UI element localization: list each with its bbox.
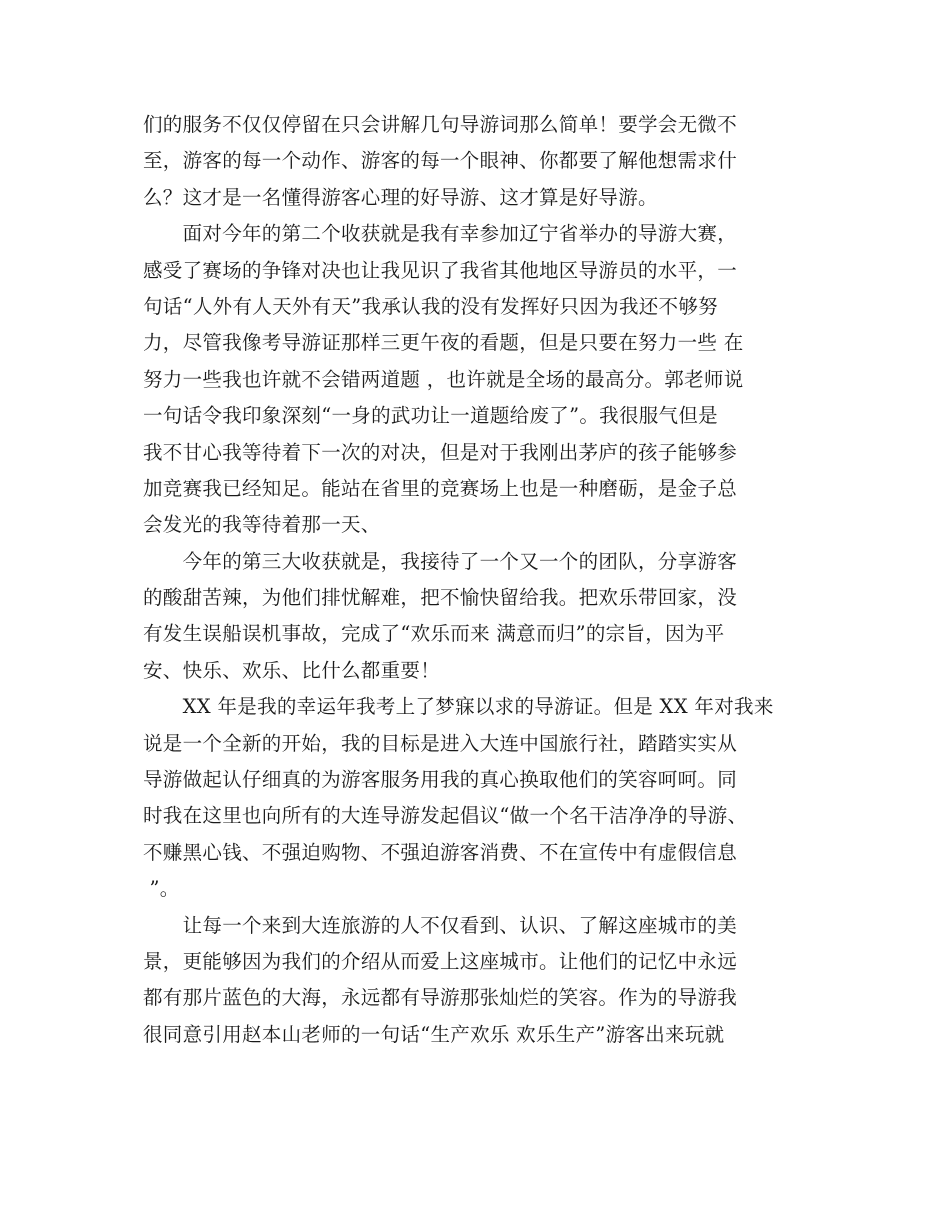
paragraph-service-attitude: [143, 107, 813, 216]
text-line: 么？这才是一名懂得游客心理的好导游、这才算是好导游。: [143, 185, 658, 209]
text-line: 面对今年的第二个收获就是我有幸参加辽宁省举办的导游大赛，: [143, 222, 738, 246]
paragraph-second-harvest: [143, 216, 813, 544]
text-line: 感受了赛场的争锋对决也让我见识了我省其他地区导游员的水平，一: [143, 258, 738, 282]
text-line: 很同意引用赵本山老师的一句话“生产欢乐 欢乐生产”游客出来玩就: [143, 1022, 725, 1046]
text-line: 加竞赛我已经知足。能站在省里的竞赛场上也是一种磨砺，是金子总: [143, 476, 738, 500]
text-line: ”。: [143, 877, 180, 901]
text-line: 们的服务不仅仅停留在只会讲解几句导游词那么简单！要学会无微不: [143, 113, 738, 136]
text-line: 安、快乐、欢乐、比什么都重要！: [143, 658, 441, 682]
paragraph-dalian-visitors: [143, 908, 813, 1054]
document-body: [143, 107, 813, 1053]
text-line: 会发光的我等待着那一天、: [143, 513, 381, 537]
text-line: 景，更能够因为我们的介绍从而爱上这座城市。让他们的记忆中永远: [143, 949, 738, 973]
text-line: 不赚黑心钱、不强迫购物、不强迫游客消费、不在宣传中有虚假信息: [143, 840, 738, 864]
paragraph-lucky-year: [143, 689, 813, 907]
text-line: 让每一个来到大连旅游的人不仅看到、认识、了解这座城市的美: [143, 913, 738, 937]
text-line: 有发生误船误机事故，完成了“欢乐而来 满意而归”的宗旨，因为平: [143, 622, 725, 646]
text-line: 一句话令我印象深刻“一身的武功让一道题给废了”。我很服气但是: [143, 404, 718, 428]
text-line: 都有那片蓝色的大海，永远都有导游那张灿烂的笑容。作为的导游我: [143, 986, 738, 1010]
text-line: 力，尽管我像考导游证那样三更午夜的看题，但是只要在努力一些 在: [143, 331, 744, 355]
paragraph-third-harvest: [143, 544, 813, 690]
text-line: 时我在这里也向所有的大连导游发起倡议“做一个名干洁净净的导游、: [143, 804, 748, 828]
text-line: 我不甘心我等待着下一次的对决，但是对于我刚出茅庐的孩子能够参: [143, 440, 738, 464]
text-line: 的酸甜苦辣，为他们排忧解难，把不愉快留给我。把欢乐带回家，没: [143, 586, 738, 610]
text-line: XX 年是我的幸运年我考上了梦寐以求的导游证。但是 XX 年对我来: [143, 695, 774, 719]
text-line: 导游做起认仔细真的为游客服务用我的真心换取他们的笑容呵呵。同: [143, 768, 738, 792]
text-line: 至，游客的每一个动作、游客的每一个眼神、你都要了解他想需求什: [143, 149, 738, 173]
text-line: 今年的第三大收获就是，我接待了一个又一个的团队，分享游客: [143, 549, 738, 573]
text-line: 努力一些我也许就不会错两道题 ，也许就是全场的最高分。郭老师说: [143, 367, 744, 391]
text-line: 说是一个全新的开始，我的目标是进入大连中国旅行社，踏踏实实从: [143, 731, 738, 755]
text-line: 句话“人外有人天外有天”我承认我的没有发挥好只因为我还不够努: [143, 294, 718, 318]
